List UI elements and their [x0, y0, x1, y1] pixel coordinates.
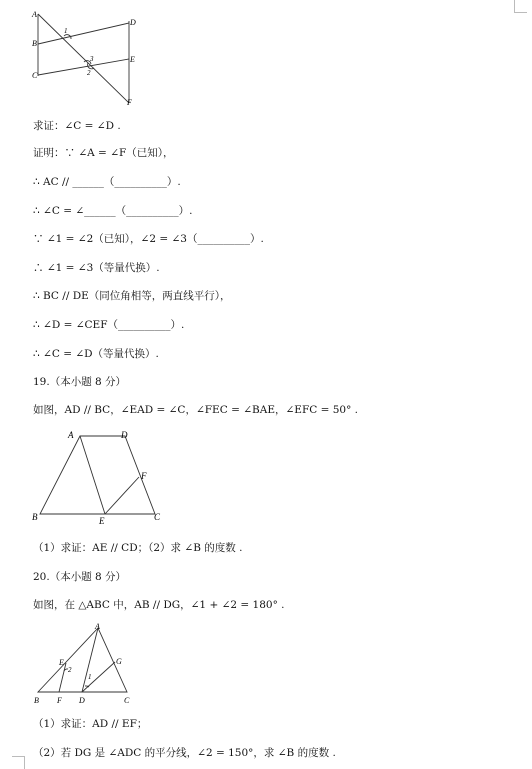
question-19-heading: 19.（本小题 8 分）: [33, 376, 127, 388]
proof-line-8: ∴ ∠C = ∠D（等量代换）.: [33, 348, 159, 360]
proof-line-3: ∴ ∠C = ∠______（__________）.: [33, 205, 193, 217]
fig2-label-F: F: [141, 471, 147, 481]
line-BD: [38, 23, 129, 44]
label-angle-3: 3: [90, 55, 94, 63]
figure-triangle: [28, 620, 138, 710]
question-20-stem: 如图，在 △ABC 中，AB // DG，∠1 + ∠2 = 180° .: [33, 599, 285, 611]
label-C: C: [32, 71, 38, 80]
proof-line-4: ∵ ∠1 = ∠2（已知），∠2 = ∠3（__________）.: [33, 233, 264, 245]
label-angle-1: 1: [64, 27, 68, 35]
fig3-label-G: G: [116, 657, 122, 666]
question-20-heading: 20.（本小题 8 分）: [33, 571, 127, 583]
question-19-stem: 如图，AD // BC，∠EAD = ∠C，∠FEC = ∠BAE，∠EFC = 50° .: [33, 404, 359, 416]
proof-line-7: ∴ ∠D = ∠CEF（__________）.: [33, 319, 185, 331]
fig3-label-A: A: [95, 622, 100, 631]
fig3-label-E: E: [59, 658, 64, 667]
triangle-ABC: [38, 628, 127, 692]
line-DG: [82, 662, 115, 692]
fig3-label-angle-1: 1: [88, 673, 92, 681]
label-A: A: [32, 10, 37, 19]
line-EF: [105, 477, 139, 514]
line-AF: [38, 14, 129, 103]
label-E: E: [130, 55, 135, 64]
page-corner-mark-bottom-left: [12, 756, 25, 769]
label-D: D: [130, 18, 136, 27]
line-AD: [82, 628, 98, 692]
figure-parallel-lines: [28, 6, 168, 106]
fig2-label-A: A: [68, 430, 74, 440]
angle-1-arc: [85, 686, 89, 687]
page-corner-mark-top-right: [514, 0, 527, 13]
question-20-task-2: （2）若 DG 是 ∠ADC 的平分线，∠2 = 150°，求 ∠B 的度数 .: [33, 747, 336, 759]
proof-line-6: ∴ BC // DE（同位角相等，两直线平行），: [33, 290, 231, 302]
fig3-label-C: C: [124, 696, 130, 705]
fig2-label-D: D: [121, 430, 128, 440]
fig3-label-D: D: [79, 696, 85, 705]
trapezoid-ABCD: [40, 436, 155, 514]
fig2-label-C: C: [154, 512, 161, 522]
question-19-tasks: （1）求证：AE // CD；（2）求 ∠B 的度数 .: [33, 542, 243, 554]
label-angle-2: 2: [87, 69, 91, 77]
line-EF: [59, 663, 66, 692]
proof-line-1: 证明：∵ ∠A = ∠F（已知），: [33, 147, 174, 159]
fig2-label-B: B: [32, 512, 38, 522]
line-CE: [38, 59, 129, 75]
fig3-label-F: F: [57, 696, 62, 705]
question-20-task-1: （1）求证：AD // EF；: [33, 718, 148, 730]
fig3-label-angle-2: 2: [68, 666, 72, 674]
figure-trapezoid: [28, 426, 168, 531]
proof-line-5: ∴ ∠1 = ∠3（等量代换）.: [33, 262, 160, 274]
label-B: B: [32, 39, 37, 48]
proof-line-2: ∴ AC // ______（__________）.: [33, 176, 181, 188]
fig3-label-B: B: [34, 696, 39, 705]
line-AE: [80, 436, 105, 514]
label-F: F: [127, 98, 132, 106]
proof-statement: 求证：∠C = ∠D .: [33, 120, 121, 132]
fig2-label-E: E: [99, 516, 105, 526]
